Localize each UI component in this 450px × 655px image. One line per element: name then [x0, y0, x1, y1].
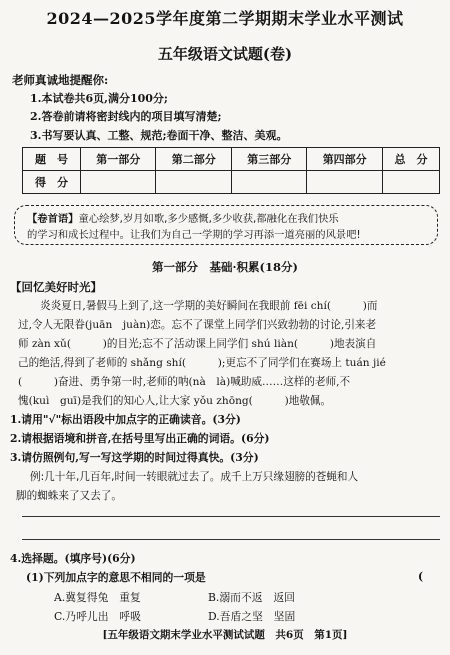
option-b: B.溺而不返 返回: [208, 591, 295, 604]
score-table-cell: 总 分: [382, 148, 439, 171]
score-table: [22, 147, 440, 194]
answer-line[interactable]: [22, 516, 440, 517]
passage-line: 愧(kuì guī)是我们的知心人,让大家 yǒu zhōng( )地敬佩。: [18, 395, 332, 407]
reminder-item: 1.本试卷共6页,满分100分;: [30, 92, 168, 105]
score-table-cell: 题 号: [23, 148, 81, 171]
score-table-cell: 第二部分: [156, 148, 231, 171]
score-table-cell: 第三部分: [231, 148, 306, 171]
score-table-cell: 第一部分: [81, 148, 156, 171]
preface-text: 的学习和成长过程中。让我们为自己一学期的学习再添一道亮丽的风景吧!: [27, 229, 361, 241]
passage-line: ( )奋进、勇争第一时,老师的呐(nà là)喊助威……这样的老师,不: [18, 376, 351, 388]
question-1: 1.请用"√"标出语段中加点字的正确读音。(3分): [10, 413, 241, 426]
part-title: 第一部分 基础·积累(18分): [152, 260, 298, 274]
question-3: 3.请仿照例句,写一写这学期的时间过得真快。(3分): [10, 451, 259, 464]
question-4-1: (1)下列加点字的意思不相同的一项是: [26, 571, 206, 584]
reminder-item: 2.答卷前请将密封线内的项目填写清楚;: [30, 110, 222, 123]
preface-lead: 【卷首语】: [27, 213, 79, 225]
question-4: 4.选择题。(填序号)(6分): [10, 552, 136, 565]
passage-line: 师 zàn xǔ( )的目光;忘不了活动课上同学们 shú liàn( )地表演自: [18, 338, 377, 350]
passage-line: 炎炎夏日,暑假马上到了,这一学期的美好瞬间在我眼前 fēi chí( )而: [40, 300, 378, 312]
example-line: 例:几十年,几百年,时间一转眼就过去了。成千上万只缘翅膀的苍蝇和人: [30, 471, 359, 483]
reminder-heading: 老师真诚地提醒你:: [12, 73, 109, 87]
option-c: C.乃呼儿出 呼吸: [54, 610, 141, 623]
reminder-item: 3.书写要认真、工整、规范;卷面干净、整洁、美观。: [30, 129, 288, 142]
answer-line[interactable]: [22, 539, 440, 540]
score-input-cell[interactable]: [156, 171, 231, 194]
score-table-header-row: [23, 148, 440, 171]
preface-banner: [14, 205, 438, 245]
exam-subtitle: 五年级语文试题(卷): [157, 45, 293, 63]
option-d: D.吾盾之坚 坚固: [208, 610, 296, 623]
score-input-cell[interactable]: [81, 171, 156, 194]
score-input-cell[interactable]: [382, 171, 439, 194]
question-2: 2.请根据语境和拼音,在括号里写出正确的词语。(6分): [10, 432, 270, 445]
passage-line: 过,令人无限眷(juān juàn)恋。忘不了课堂上同学们兴致勃勃的讨论,引来老: [18, 319, 377, 331]
score-table-cell: 第四部分: [307, 148, 382, 171]
score-table-score-row: [23, 171, 440, 194]
option-a: A.冀复得兔 重复: [54, 591, 141, 604]
example-line: 脚的蜘蛛来了又去了。: [16, 490, 122, 502]
preface-text: 童心绘梦,岁月如歌,多少感慨,多少收获,都融化在我们快乐: [78, 213, 339, 225]
exam-title: 2024—2025学年度第二学期期末学业水平测试: [46, 9, 404, 28]
page-footer: [五年级语文期末学业水平测试试题 共6页 第1页]: [102, 629, 348, 641]
score-table-cell: 得 分: [23, 171, 81, 194]
answer-paren[interactable]: (: [418, 570, 424, 583]
passage-line: 己的绝活,得到了老师的 shǎng shí( );更忘不了同学们在赛场上 tuán jié: [18, 357, 386, 369]
score-input-cell[interactable]: [231, 171, 306, 194]
score-input-cell[interactable]: [307, 171, 382, 194]
section-heading: 【回忆美好时光】: [10, 280, 102, 294]
